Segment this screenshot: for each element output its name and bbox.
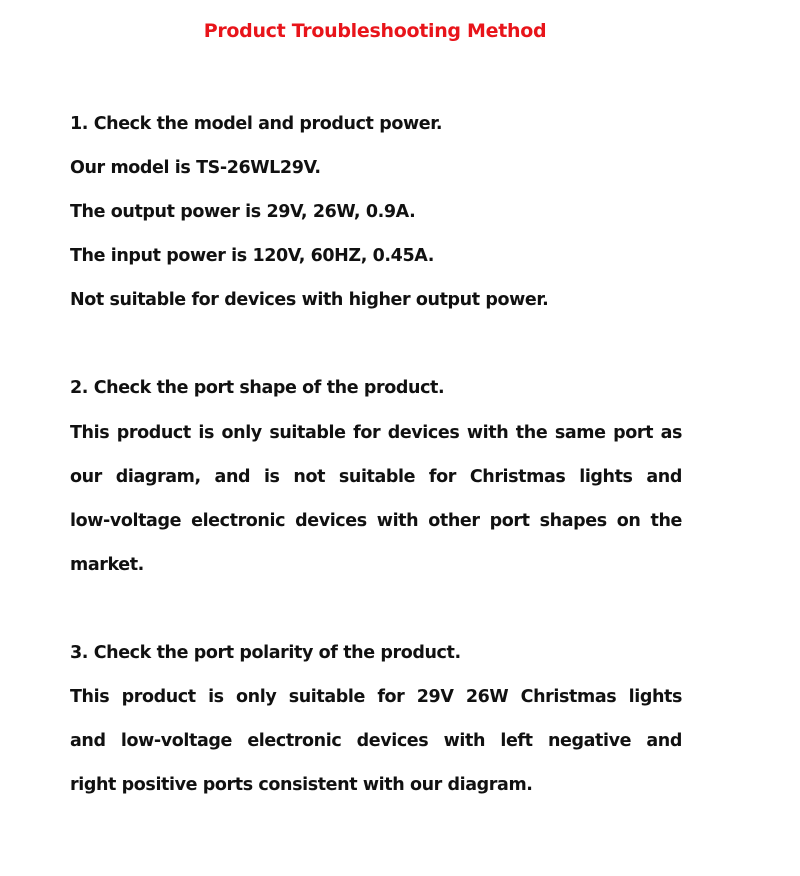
section-1-line-3: The input power is 120V, 60HZ, 0.45A. [70, 246, 434, 266]
section-1-heading: 1. Check the model and product power. [70, 114, 443, 134]
section-2-line-2: our diagram, and is not suitable for Christmas lights and [70, 467, 682, 487]
section-2-line-4: market. [70, 555, 144, 575]
section-3-line-3: right positive ports consistent with our diagram. [70, 775, 533, 795]
section-3-line-1: This product is only suitable for 29V 26W Christmas lights [70, 687, 682, 707]
section-1-line-4: Not suitable for devices with higher output power. [70, 290, 549, 310]
section-3-heading: 3. Check the port polarity of the product. [70, 643, 461, 663]
section-2-line-1: This product is only suitable for devices with the same port as [70, 423, 682, 443]
page-title: Product Troubleshooting Method [203, 20, 547, 42]
section-3-line-2: and low-voltage electronic devices with left negative and [70, 731, 682, 751]
section-1-line-1: Our model is TS-26WL29V. [70, 158, 321, 178]
section-2-line-3: low-voltage electronic devices with other port shapes on the [70, 511, 682, 531]
section-1-line-2: The output power is 29V, 26W, 0.9A. [70, 202, 416, 222]
section-2-heading: 2. Check the port shape of the product. [70, 378, 445, 398]
